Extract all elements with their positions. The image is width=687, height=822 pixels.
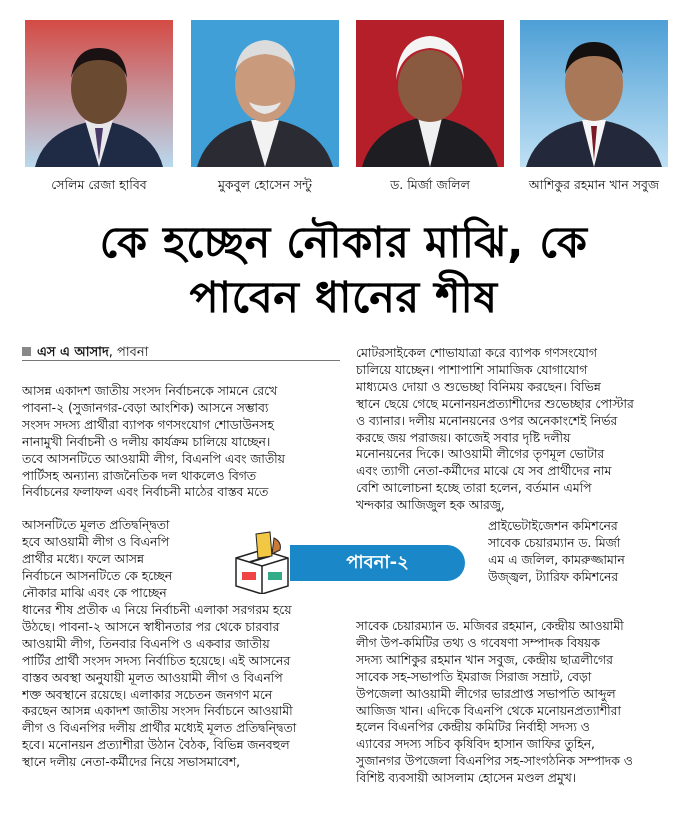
ballot-box-icon [230, 528, 294, 598]
text-line: শক্ত অবস্থানে রয়েছে। এলাকার সচেতন জনগণ মনে [22, 687, 273, 702]
text-line: সংসদ সদস্য প্রার্থীরা ব্যাপক গণসংযোগ শোডাউনসহ [22, 417, 274, 432]
text-line: প্রাইভেটাইজেশন কমিশনের [488, 519, 618, 533]
byline-author: এস এ আসাদ [37, 345, 109, 360]
text-line: উঠছে। পাবনা-২ আসনে স্বাধীনতার পর থেকে চারবার [22, 619, 280, 634]
text-line: পাবনা-২ (সুজানগর-বেড়া আংশিক) আসনে সম্ভাব্য [22, 400, 269, 415]
text-line: সদস্য আশিকুর রহমান খান সবুজ, কেন্দ্রীয় ছাত্রলীগের [356, 652, 613, 667]
byline-place: , পাবনা [108, 345, 149, 360]
photo-caption: ড. মির্জা জলিল [390, 177, 470, 192]
text-line: নির্বাচনে আসনটিতে কে হচ্ছেন [22, 568, 173, 583]
photo-selim-reza-habib [25, 20, 173, 167]
photo-caption: আশিকুর রহমান খান সবুজ [528, 177, 660, 192]
headline-line-1: কে হচ্ছেন নৌকার মাঝি, কে [99, 218, 588, 268]
text-line: সাবেক চেয়ারম্যান ড. মির্জা [488, 535, 621, 550]
text-line: চালিয়ে যাচ্ছেন। পাশাপাশি সামাজিক যোগাযোগ [356, 362, 588, 377]
text-line: মোটরসাইকেল শোভাযাত্রা করে ব্যাপক গণসংযোগ [356, 346, 597, 360]
text-line: হবে। মনোনয়ন প্রত্যাশীরা উঠান বৈঠক, বিভিন্ন জনবহুল [22, 738, 290, 753]
section-banner: পাবনা-২ [290, 545, 465, 581]
text-line: হলেন বিএনপির কেন্দ্রীয় কমিটির নির্বাহী সদস্য ও [356, 720, 590, 735]
photo-caption: মুকবুল হোসেন সন্টু [217, 177, 312, 192]
text-line: হবে আওয়ামী লীগ ও বিএনপি [22, 534, 170, 549]
article-left-bottom [22, 602, 340, 771]
article-right-narrow [488, 518, 668, 586]
text-line: বেশি আলোচনা হচ্ছে তারা হলেন, বর্তমান এমপি [356, 481, 592, 496]
text-line: উপজেলা আওয়ামী লীগের ভারপ্রাপ্ত সভাপতি আব্দুল [356, 686, 616, 701]
text-line: সাবেক সহ-সভাপতি ইমরাজ সিরাজ সম্রাট, বেড়া [356, 669, 592, 684]
text-line: মাধ্যমেও দোয়া ও শুভেচ্ছা বিনিময় করছেন। বিভিন্ন [356, 379, 601, 394]
text-line: মনোনয়নের দিকে। আওয়ামী লীগের তৃণমূল ভোটার [356, 447, 605, 462]
text-line: সাবেক চেয়ারম্যান ড. মজিবর রহমান, কেন্দ্রীয় আওয়ামী [356, 619, 624, 633]
text-line: আসন্ন একাদশ জাতীয় সংসদ নির্বাচনকে সামনে রেখে [22, 384, 278, 398]
text-line: স্থানে দলীয় নেতা-কর্মীদের নিয়ে সভাসমাবেশ, [22, 755, 241, 770]
headline-line-2: পাবেন ধানের শীষ [189, 273, 498, 323]
text-line: লীগ ও বিএনপির দলীয় প্রার্থীর মধ্যেই মূলত প্রতিদ্বন্দ্বিতা [22, 721, 297, 736]
text-line: তবে আসনটিতে আওয়ামী লীগ, বিএনপি এবং জাতীয় [22, 451, 285, 466]
article-left-narrow [22, 517, 232, 602]
text-line: বাস্তব অবস্থা অনুযায়ী মূলত আওয়ামী লীগ ও বিএনপি [22, 670, 283, 685]
text-line: এম এ জলিল, কামরুজ্জামান [488, 552, 625, 567]
text-line: আসনটিতে মূলত প্রতিদ্বন্দ্বিতা [22, 518, 170, 532]
bullet-square-icon [22, 347, 31, 356]
text-line: ধানের শীষ প্রতীক এ নিয়ে নির্বাচনী এলাকা সরগরম হয়ে [22, 603, 292, 617]
text-line: প্রার্থীর মধ্যে। ফলে আসন্ন [22, 551, 144, 566]
text-line: পার্টিসহ অন্যান্য রাজনৈতিক দল থাকলেও বিগত [22, 468, 257, 483]
photo-dr-mirza-jalil [356, 20, 504, 167]
text-line: ও ব্যানার। দলীয় মনোনয়নের ওপর অনেকাংশেই নির্ভর [356, 413, 618, 428]
text-line: করছে জয় পরাজয়। কাজেই সবার দৃষ্টি দলীয় [356, 430, 571, 445]
text-line: করছেন আসন্ন একাদশ জাতীয় সংসদ নির্বাচনে আওয়ামী [22, 704, 293, 719]
text-line: স্থানে ছেয়ে গেছে মনোনয়নপ্রত্যাশীদের শুভেচ্ছার পোস্টার [356, 396, 634, 411]
text-line: বিশিষ্ট ব্যবসায়ী আসলাম হোসেন মণ্ডল প্রমুখ। [356, 771, 577, 786]
photo-mukbul-hossain-santu [191, 20, 339, 167]
text-line: নির্বাচনের ফলাফল এবং নির্বাচনী মাঠের বাস্তব মতে [22, 485, 269, 500]
photo-ashikur-rahman-khan-sabuj [520, 20, 668, 167]
text-line: এবং ত্যাগী নেতা-কর্মীদের মাঝে যে সব প্রার্থীদের নাম [356, 464, 612, 479]
text-line: আজিজ খান। এদিকে বিএনপি থেকে মনোয়নপ্রত্যাশীরা [356, 703, 622, 718]
text-line: আওয়ামী লীগ, তিনবার বিএনপি ও একবার জাতীয় [22, 636, 270, 651]
text-line: নানামুখী নির্বাচনী ও দলীয় কার্যক্রম চালিয়ে যাচ্ছেন। [22, 434, 271, 449]
text-line: এ্যাবের সদস্য সচিব কৃষিবিদ হাসান জাফির তুহিন, [356, 737, 595, 752]
article-left-top [22, 383, 340, 501]
text-line: লীগ উপ-কমিটির তথ্য ও গবেষণা সম্পাদক বিষয়ক [356, 635, 600, 650]
text-line: উজ্জ্বল, ট্যারিফ কমিশনের [488, 569, 619, 584]
text-line: পার্টির প্রার্থী সংসদ সদস্য নির্বাচিত হয়েছে। এই আসনের [22, 653, 291, 668]
text-line: খন্দকার আজিজুল হক আরজু, [356, 498, 505, 513]
text-line: নৌকার মাঝি এবং কে পাচ্ছেন [22, 585, 167, 600]
article-right-bottom [356, 618, 668, 787]
photo-caption: সেলিম রেজা হাবিব [51, 177, 147, 192]
byline-divider [22, 360, 340, 361]
article-right-top [356, 345, 668, 514]
text-line: সুজানগর উপজেলা বিএনপির সহ-সাংগঠনিক সম্পাদক ও [356, 754, 633, 769]
